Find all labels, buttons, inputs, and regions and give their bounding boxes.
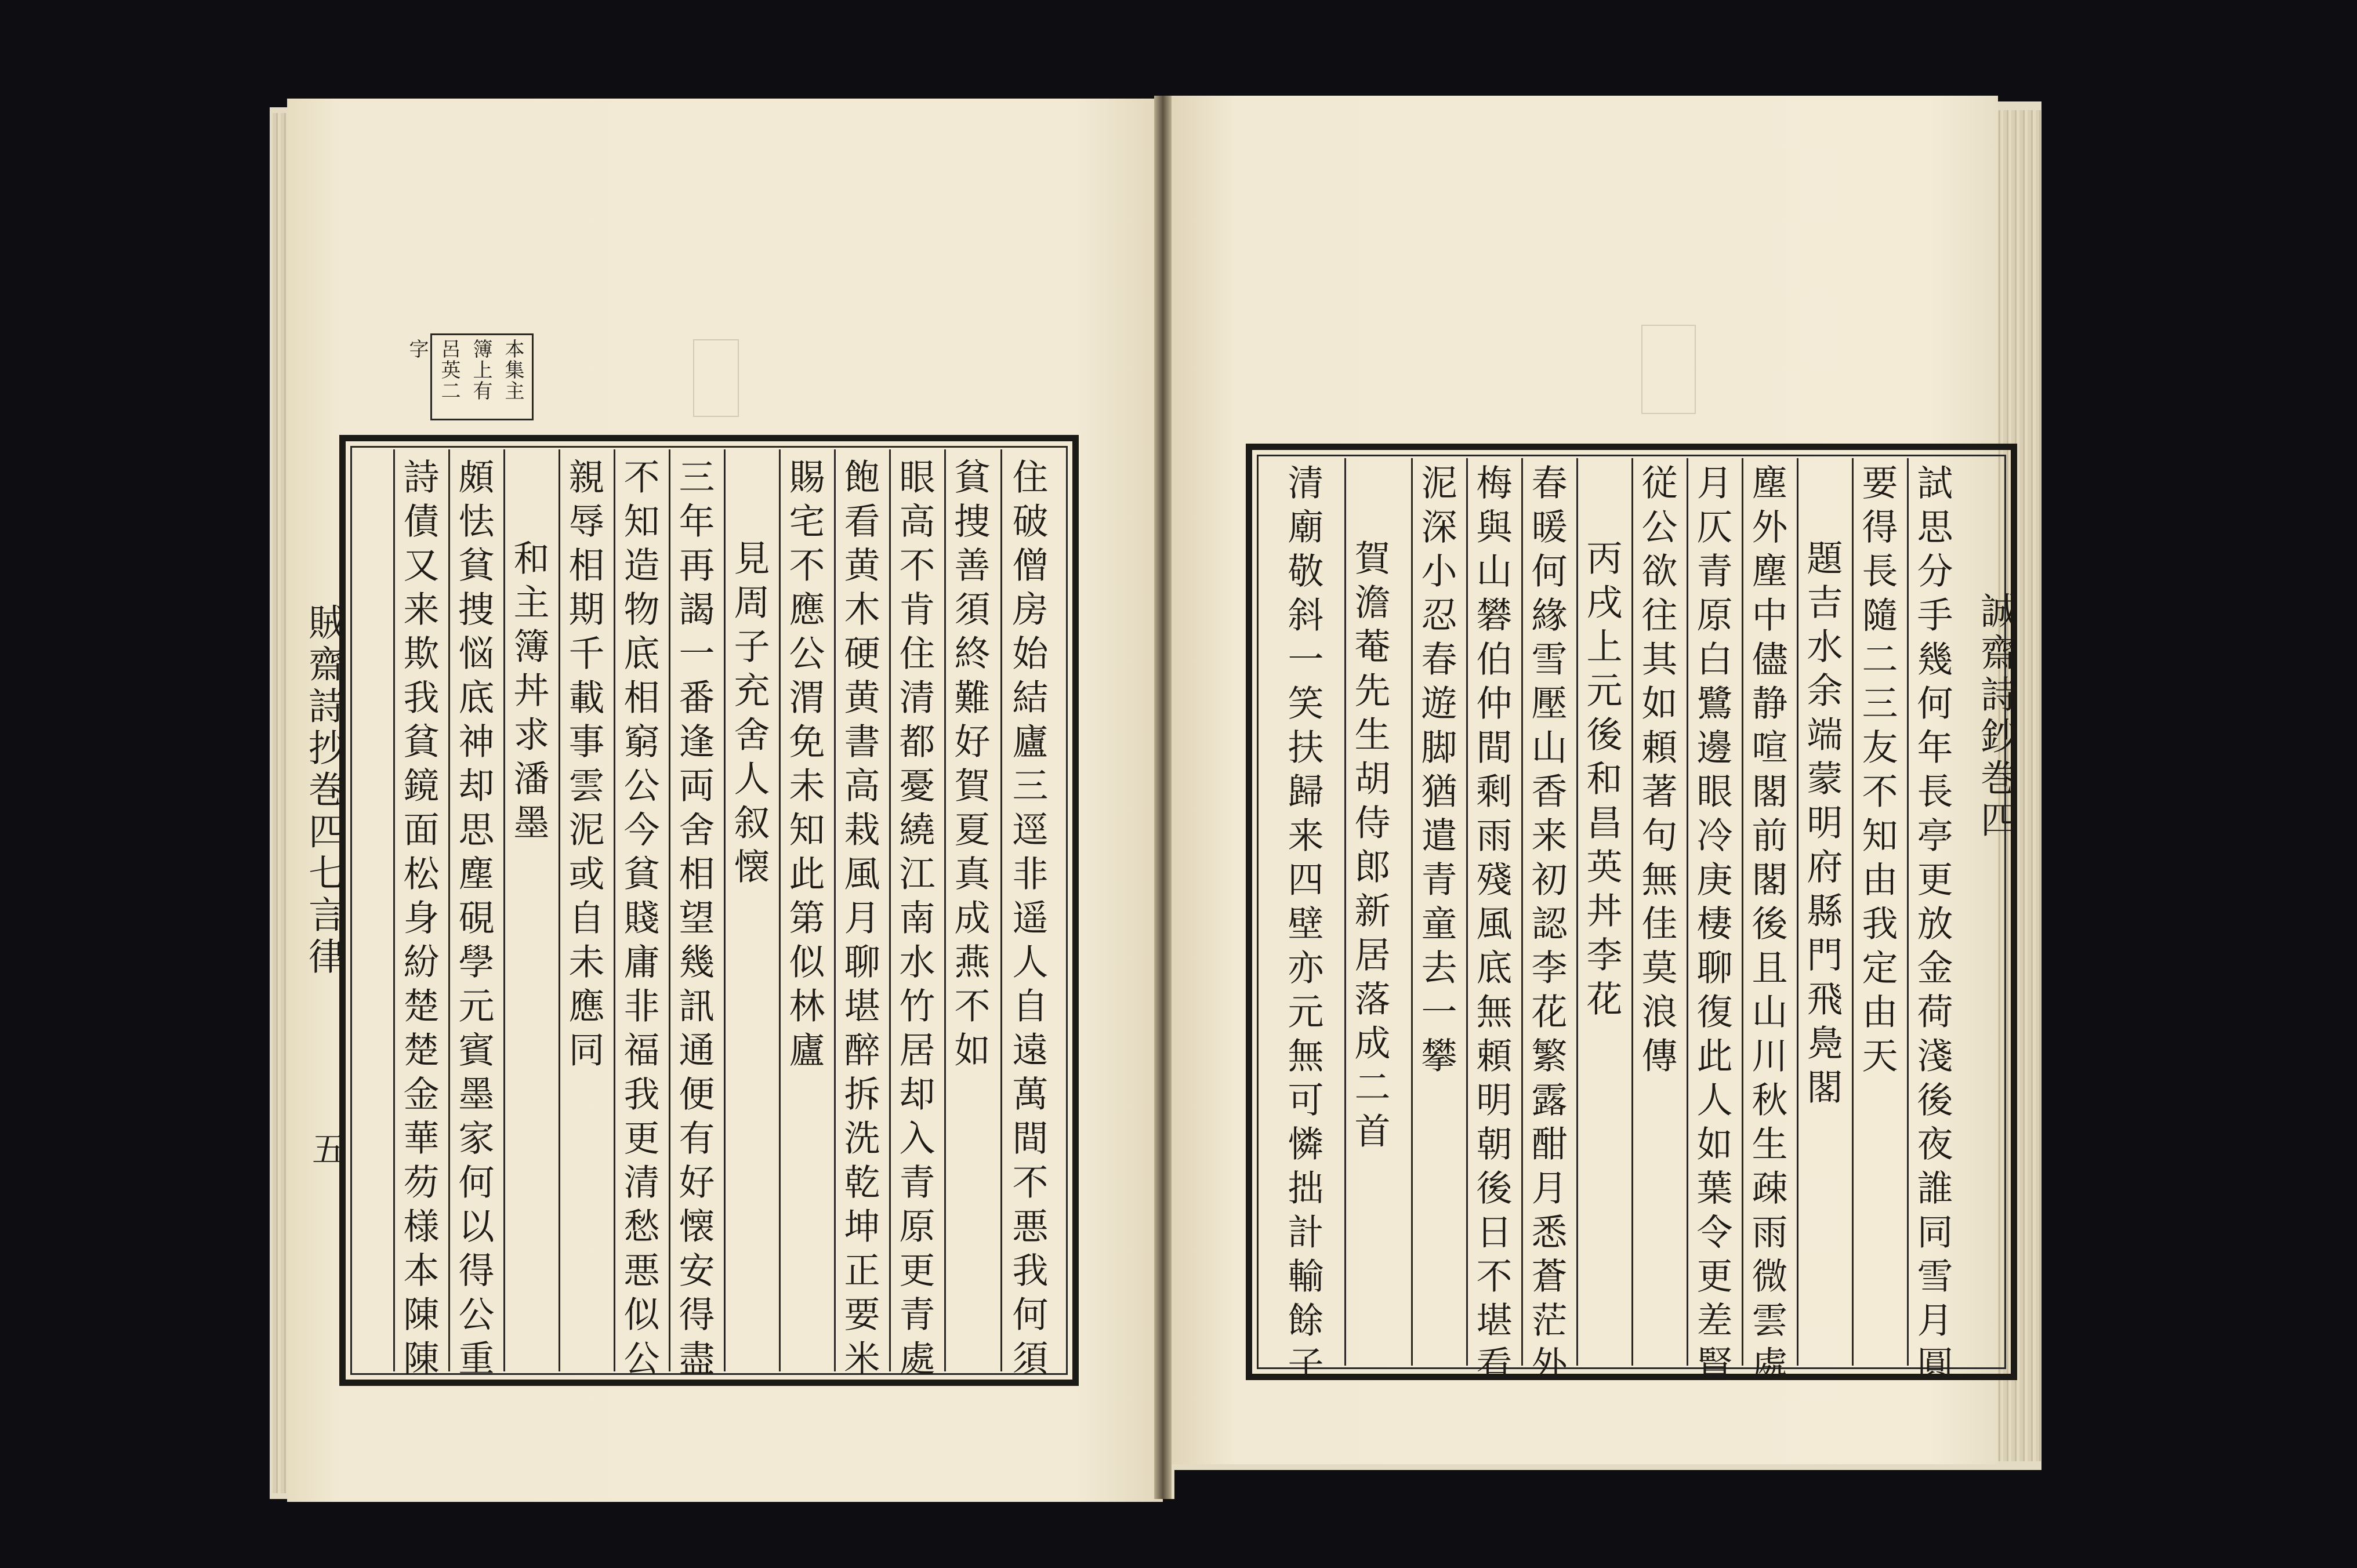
poem-heading: 和主簿丼求潘墨: [507, 539, 550, 848]
poem-heading: 賀澹菴先生胡侍郎新居落成二首: [1348, 539, 1391, 1156]
column-rule: [1907, 458, 1909, 1366]
text-column: 詩債又来欺我貧鏡面松身紛楚楚金華芴様本陳陳: [397, 458, 440, 1384]
gutter: [1154, 96, 1172, 1499]
text-column: 梅與山礬伯仲間剩雨殘風底無頼明朝後日不堪看: [1470, 464, 1513, 1389]
annotation-box: [405, 333, 534, 420]
column-rule: [1576, 458, 1578, 1366]
column-rule: [1631, 458, 1633, 1366]
annotation-line: 本集主: [501, 339, 524, 401]
column-rule: [1411, 458, 1413, 1366]
text-column: 飽看黄木硬黄書高栽風月聊堪醉拆洗乾坤正要米: [838, 458, 880, 1384]
show-through-mark: [693, 339, 739, 417]
text-column: 親辱相期千載事雲泥或自未應同: [563, 458, 605, 1075]
column-rule: [724, 449, 726, 1371]
column-rule: [1344, 458, 1346, 1366]
column-rule: [448, 449, 450, 1371]
column-rule: [669, 449, 670, 1371]
text-column: 要得長隨二三友不知由我定由天: [1856, 464, 1898, 1081]
text-column: 泥深小忍春遊脚猶遣青童去一攀: [1415, 464, 1457, 1081]
column-rule: [1466, 458, 1468, 1366]
column-rule: [559, 449, 560, 1371]
column-rule: [1687, 458, 1688, 1366]
text-column: 眼高不肯住清都憂繞江南水竹居却入青原更青處: [893, 458, 935, 1384]
text-column: 住破僧房始結廬三逕非遥人自遠萬間不悪我何須: [1006, 458, 1049, 1384]
column-rule: [1000, 449, 1002, 1371]
annotation-line: 字: [405, 339, 429, 360]
text-column: 塵外塵中儘静喧閣前閣後且山川秋生疎雨微雲處: [1746, 464, 1788, 1389]
right-margin-title: 誠齋詩鈔巻四: [1974, 591, 2017, 842]
column-rule: [1797, 458, 1798, 1366]
column-rule: [1852, 458, 1854, 1366]
annotation-line: 簿上有: [469, 339, 492, 401]
column-rule: [1521, 458, 1523, 1366]
poem-heading: 丙戌上元後和昌英丼李花: [1580, 539, 1623, 1024]
poem-heading: 見周子充舍人叙懐: [728, 539, 770, 892]
column-rule: [393, 449, 395, 1371]
text-column: 賜宅不應公渭免未知此第似林廬: [783, 458, 825, 1075]
column-rule: [1742, 458, 1743, 1366]
text-column: 頗怯貧捜悩底神却思塵硯學元賓墨家何以得公重: [452, 458, 495, 1384]
left-margin-title: 賊齋詩抄巻四七言律: [302, 603, 345, 979]
left-folio: 五: [306, 1131, 347, 1166]
text-column: 三年再謁一番逢両舍相望幾訊通便有好懐安得盡: [673, 458, 715, 1384]
column-rule: [779, 449, 781, 1371]
text-column: 貧捜善須終難好賀夏真成燕不如: [948, 458, 991, 1075]
text-column: 月仄青原白鷺邊眼冷庚棲聊復此人如葉令更差賢: [1691, 464, 1733, 1389]
text-column: 不知造物底相窮公今貧賤庸非福我更清愁悪似公: [618, 458, 660, 1384]
column-rule: [834, 449, 836, 1371]
text-column: 試思分手幾何年長亭更放金荷淺後夜誰同雪月圓: [1911, 464, 1953, 1389]
text-column: 清廟敬斜一笑扶歸来四壁亦元無可憐拙計輸餘子: [1282, 464, 1324, 1389]
poem-heading: 題吉水余端蒙明府縣門飛鳧閣: [1801, 539, 1843, 1112]
column-rule: [944, 449, 946, 1371]
text-column: 従公欲往其如頼著句無佳莫浪傳: [1636, 464, 1678, 1081]
column-rule: [503, 449, 505, 1371]
show-through-mark: [1641, 325, 1696, 414]
text-column: 春暖何緣雪壓山香来初認李花繁露酣月悉蒼茫外: [1525, 464, 1568, 1389]
column-rule: [889, 449, 891, 1371]
column-rule: [614, 449, 615, 1371]
annotation-line: 呂英二: [437, 339, 460, 401]
